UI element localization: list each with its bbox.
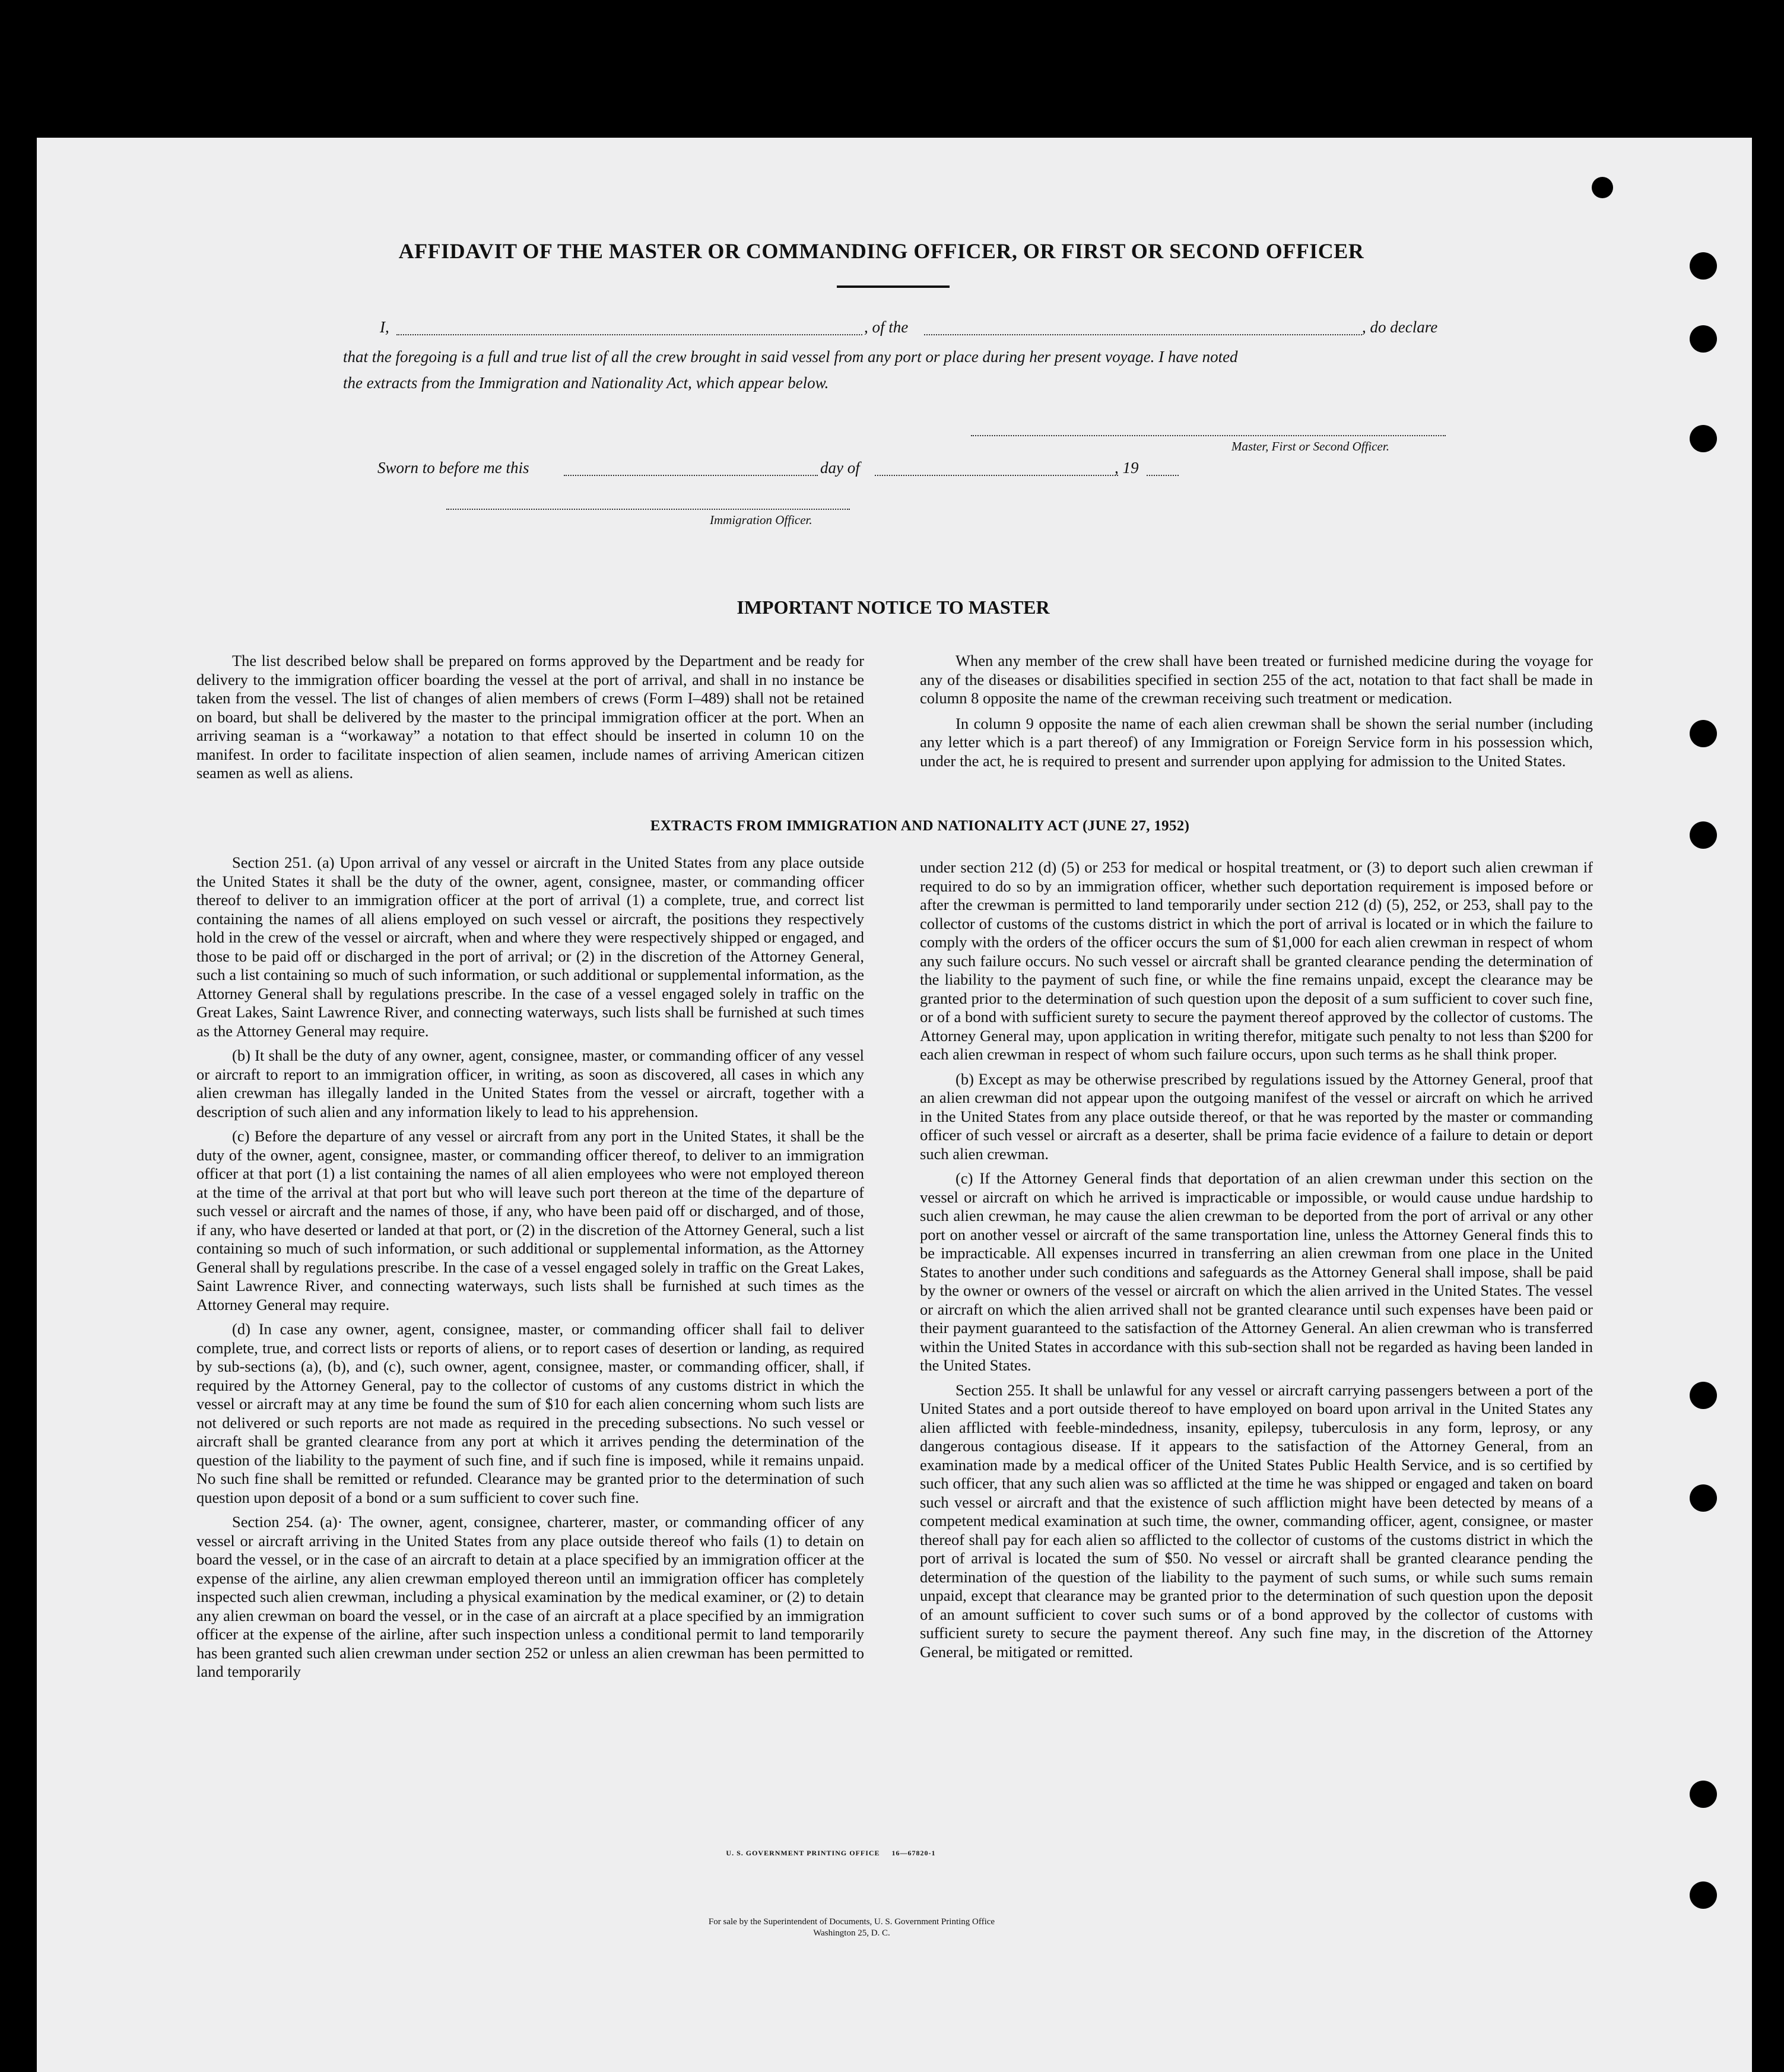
act-paragraph: Section 251. (a) Upon arrival of any vessel or aircraft in the United States from any place outside the United States it shall be the duty of the owner, agent, consignee, master, or commanding officer thereof to deliver to an immigration officer at the port of arrival (1) a complete, true, and correct list containing the names of all aliens employed on such vessel or aircraft, the positions they respectively hold in the crew of the vessel or aircraft, when and where they were respectively shipped or engaged, and those to be paid off or discharged in the port of arrival; or (2) in the discretion of the Attorney General, such a list containing so much of such information, or such additional or supplemental information, as the Attorney General shall by regulations prescribe. In the case of a vessel engaged solely in traffic on the Great Lakes, Saint Lawrence River, and connecting waterways, such lists shall be furnished at such times as the Attorney General may require.	[196, 853, 864, 1040]
signature-line[interactable]	[971, 435, 1446, 436]
punch-hole	[1690, 1382, 1717, 1409]
punch-hole	[1690, 252, 1717, 280]
act-paragraph: Section 254. (a)· The owner, agent, consignee, charterer, master, or commanding officer of any vessel or aircraft arriving in the United States from any place outside thereof who fails (1) to detain on board the vessel, or in the case of an aircraft to detain at a place specified by an immigration officer at the expense of the airline, any alien crewman employed thereon until an immigration officer has completely inspected such alien crewman, including a physical examination by the medical examiner, or (2) to detain any alien crewman on board the vessel, or in the case of an aircraft at a place specified by an immigration officer at the expense of the airline, after such inspection unless a conditional permit to land temporarily has been granted such alien crewman under section 252 or unless an alien crewman has been permitted to land temporarily	[196, 1513, 864, 1680]
immigration-officer-line[interactable]	[446, 509, 850, 510]
act-paragraph: (c) Before the departure of any vessel or aircraft from any port in the United States, it shall be the duty of the owner, agent, consignee, master, or commanding officer thereof, to deliver to an immigration officer at that port (1) a list containing the names of all alien employees who were not employed thereon at the time of the arrival at that port but who will leave such port thereon at the time of the departure of such vessel or aircraft and the names of those, if any, who have been paid off or discharged, and of those, if any, who have deserted or landed at that port, or (2) in the discretion of the Attorney General, such a list containing so much of such information, or such additional or supplemental information, as the Attorney General shall by regulations prescribe. In the case of a vessel engaged solely in traffic on the Great Lakes, Saint Lawrence River, and connecting waterways, such lists shall be furnished at such times as the Attorney General may require.	[196, 1127, 864, 1313]
vessel-field[interactable]	[924, 334, 1362, 335]
sworn-day-field[interactable]	[564, 475, 818, 476]
sale-line-2: Washington 25, D. C.	[813, 1928, 890, 1938]
title-rule	[837, 285, 950, 288]
punch-hole	[1690, 325, 1717, 353]
month-field[interactable]	[875, 475, 1118, 476]
day-of-label: day of	[820, 459, 860, 477]
year-label: , 19	[1115, 459, 1139, 477]
year-field[interactable]	[1147, 475, 1179, 476]
act-paragraph: Section 255. It shall be unlawful for any vessel or aircraft carrying passengers between a port of the United States and a port outside thereof to have employed on board upon arrival in the United States any alien afflicted with feeble-mindedness, insanity, epilepsy, tuberculosis in any form, leprosy, or any dangerous contagious disease. If it appears to the satisfaction of the Attorney General, from an examination made by a medical officer of the United States Public Health Service, and is so certified by such officer, that any such alien was so afflicted at the time he was shipped or engaged and taken on board such vessel or aircraft and that the existence of such affliction might have been detected by means of a competent medical examination at such time, the owner, commanding officer, agent, consignee, or master thereof shall pay for each alien so afflicted to the collector of customs of the customs district in which the port of arrival is located the sum of $50. No vessel or aircraft shall be granted clearance pending the determination of the question of the liability to the payment of such sums, or while such sums remain unpaid, except that clearance may be granted prior to the determination of such question upon the deposit of an amount sufficient to cover such sums or of a bond approved by the collector of customs with sufficient surety to secure the payment thereof. Any such fine may, in the discretion of the Attorney General, be mitigated or remitted.	[920, 1381, 1593, 1661]
extracts-right-column	[920, 858, 1593, 1661]
name-field[interactable]	[396, 334, 862, 335]
affidavit-of-the: , of the	[864, 318, 909, 336]
printing-office-imprint: U. S. GOVERNMENT PRINTING OFFICE 16—67820-1	[726, 1849, 936, 1857]
affidavit-declare: , do declare	[1362, 318, 1438, 336]
notice-paragraph: When any member of the crew shall have been treated or furnished medicine during the voyage for any of the diseases or disabilities specified in section 255 of the act, notation to that fact shall be made in column 8 opposite the name of the crewman receiving such treatment or medication.	[920, 652, 1593, 707]
affidavit-title: AFFIDAVIT OF THE MASTER OR COMMANDING OFFICER, OR FIRST OR SECOND OFFICER	[398, 239, 1364, 263]
affidavit-line2: that the foregoing is a full and true list of all the crew brought in said vessel from any port or place during her present voyage. I have noted	[343, 348, 1238, 366]
act-paragraph: (c) If the Attorney General finds that deportation of an alien crewman under this section on the vessel or aircraft on which he arrived is impracticable or impossible, or would cause undue hardship to such alien crewman, he may cause the alien crewman to be deported from the port of arrival or any other port on another vessel or aircraft of the same transportation line, unless the Attorney General finds this to be impracticable. All expenses incurred in transferring an alien crewman from one place in the United States to another under such conditions and safeguards as the Attorney General shall impose, shall be paid by the owner or owners of the vessel or aircraft on which the alien arrived in the United States. The vessel or aircraft on which the alien arrived shall not be granted clearance until such expenses have been paid or their payment guaranteed to the satisfaction of the Attorney General. An alien crewman who is transferred within the United States in accordance with this sub-section shall not be regarded as having been landed in the United States.	[920, 1169, 1593, 1374]
notice-title: IMPORTANT NOTICE TO MASTER	[737, 596, 1050, 618]
extracts-left-column	[196, 853, 864, 1681]
notice-right-column	[920, 652, 1593, 770]
punch-hole	[1690, 821, 1717, 849]
punch-hole	[1690, 1881, 1717, 1909]
punch-hole	[1690, 1484, 1717, 1512]
signature-label: Master, First or Second Officer.	[1231, 439, 1389, 453]
punch-hole	[1690, 1781, 1717, 1808]
punch-hole	[1690, 425, 1717, 452]
act-paragraph: under section 212 (d) (5) or 253 for medical or hospital treatment, or (3) to deport such alien crewman if required to do so by an immigration officer, whether such deportation requirement is imposed before or after the crewman is permitted to land temporarily under section 212 (d) (5), 252, or 253, shall pay to the collector of customs of the customs district in which the port of arrival is located or in which the failure to comply with the orders of the officer occurs the sum of $1,000 for each alien crewman in respect of whom any such failure occurs. No such vessel or aircraft shall be granted clearance pending the determination of the liability to the payment of such fine, or while the fine remains unpaid, except the clearance may be granted prior to the determination of such question upon the deposit of a sum sufficient to cover such fine, or of a bond with sufficient surety to secure the payment thereof approved by the collector of customs. The Attorney General may, upon application in writing therefor, mitigate such penalty to not less than $200 for each alien crewman in respect of whom such failure occurs, upon such terms as he shall think proper.	[920, 858, 1593, 1063]
punch-hole	[1690, 720, 1717, 747]
affidavit-i: I,	[380, 318, 389, 336]
sworn-label: Sworn to before me this	[377, 459, 529, 477]
notice-paragraph: The list described below shall be prepared on forms approved by the Department and be ready for delivery to the immigration officer boarding the vessel at the port of arrival, and shall in no instance be taken from the vessel. The list of changes of alien members of crews (Form I–489) shall not be retained on board, but shall be delivered by the master to the principal immigration officer at the port. When an arriving seaman is a “workaway” a notation to that effect should be inserted in column 10 on the manifest. In order to facilitate inspection of alien seamen, include names of arriving American citizen seamen as well as aliens.	[196, 652, 864, 782]
sale-line-1: For sale by the Superintendent of Documents, U. S. Government Printing Office	[708, 1917, 995, 1927]
notice-left-column	[196, 652, 864, 783]
act-paragraph: (b) Except as may be otherwise prescribed by regulations issued by the Attorney General, proof that an alien crewman did not appear upon the outgoing manifest of the vessel or aircraft on which he arrived in the United States from any place outside thereof, or that he was reported by the master or commanding officer of such vessel or aircraft as a deserter, shall be prima facie evidence of a failure to detain or deport such alien crewman.	[920, 1070, 1593, 1163]
affidavit-line3: the extracts from the Immigration and Nationality Act, which appear below.	[343, 374, 829, 392]
punch-hole	[1592, 177, 1613, 198]
act-paragraph: (d) In case any owner, agent, consignee, master, or commanding officer shall fail to deliver complete, true, and correct lists or reports of aliens, or to report cases of desertion or landing, as required by sub-sections (a), (b), and (c), such owner, agent, consignee, master, or commanding officer, shall, if required by the Attorney General, pay to the collector of customs of any customs district in which the vessel or aircraft may at any time be found the sum of $10 for each alien concerning whom such lists are not delivered or such reports are not made as required in the preceding subsections. No such vessel or aircraft shall be granted clearance from any port at which it arrives pending the determination of the question of the liability to the payment of such fine, and if such fine is imposed, while it remains unpaid. No such fine shall be remitted or refunded. Clearance may be granted prior to the determination of such question upon deposit of a bond or a sum sufficient to cover such fine.	[196, 1320, 864, 1506]
immigration-officer-label: Immigration Officer.	[710, 513, 812, 527]
act-paragraph: (b) It shall be the duty of any owner, agent, consignee, master, or commanding officer of any vessel or aircraft to report to an immigration officer, in writing, as soon as discovered, all cases in which any alien crewman has illegally landed in the United States from the vessel or aircraft, together with a description of such alien and any information likely to lead to his apprehension.	[196, 1046, 864, 1121]
extracts-title: EXTRACTS FROM IMMIGRATION AND NATIONALITY ACT (JUNE 27, 1952)	[650, 818, 1190, 834]
sale-notice	[593, 1916, 1110, 1939]
notice-paragraph: In column 9 opposite the name of each alien crewman shall be shown the serial number (including any letter which is a part thereof) of any Immigration or Foreign Service form in his possession which, under the act, he is required to present and surrender upon applying for admission to the United States.	[920, 714, 1593, 770]
